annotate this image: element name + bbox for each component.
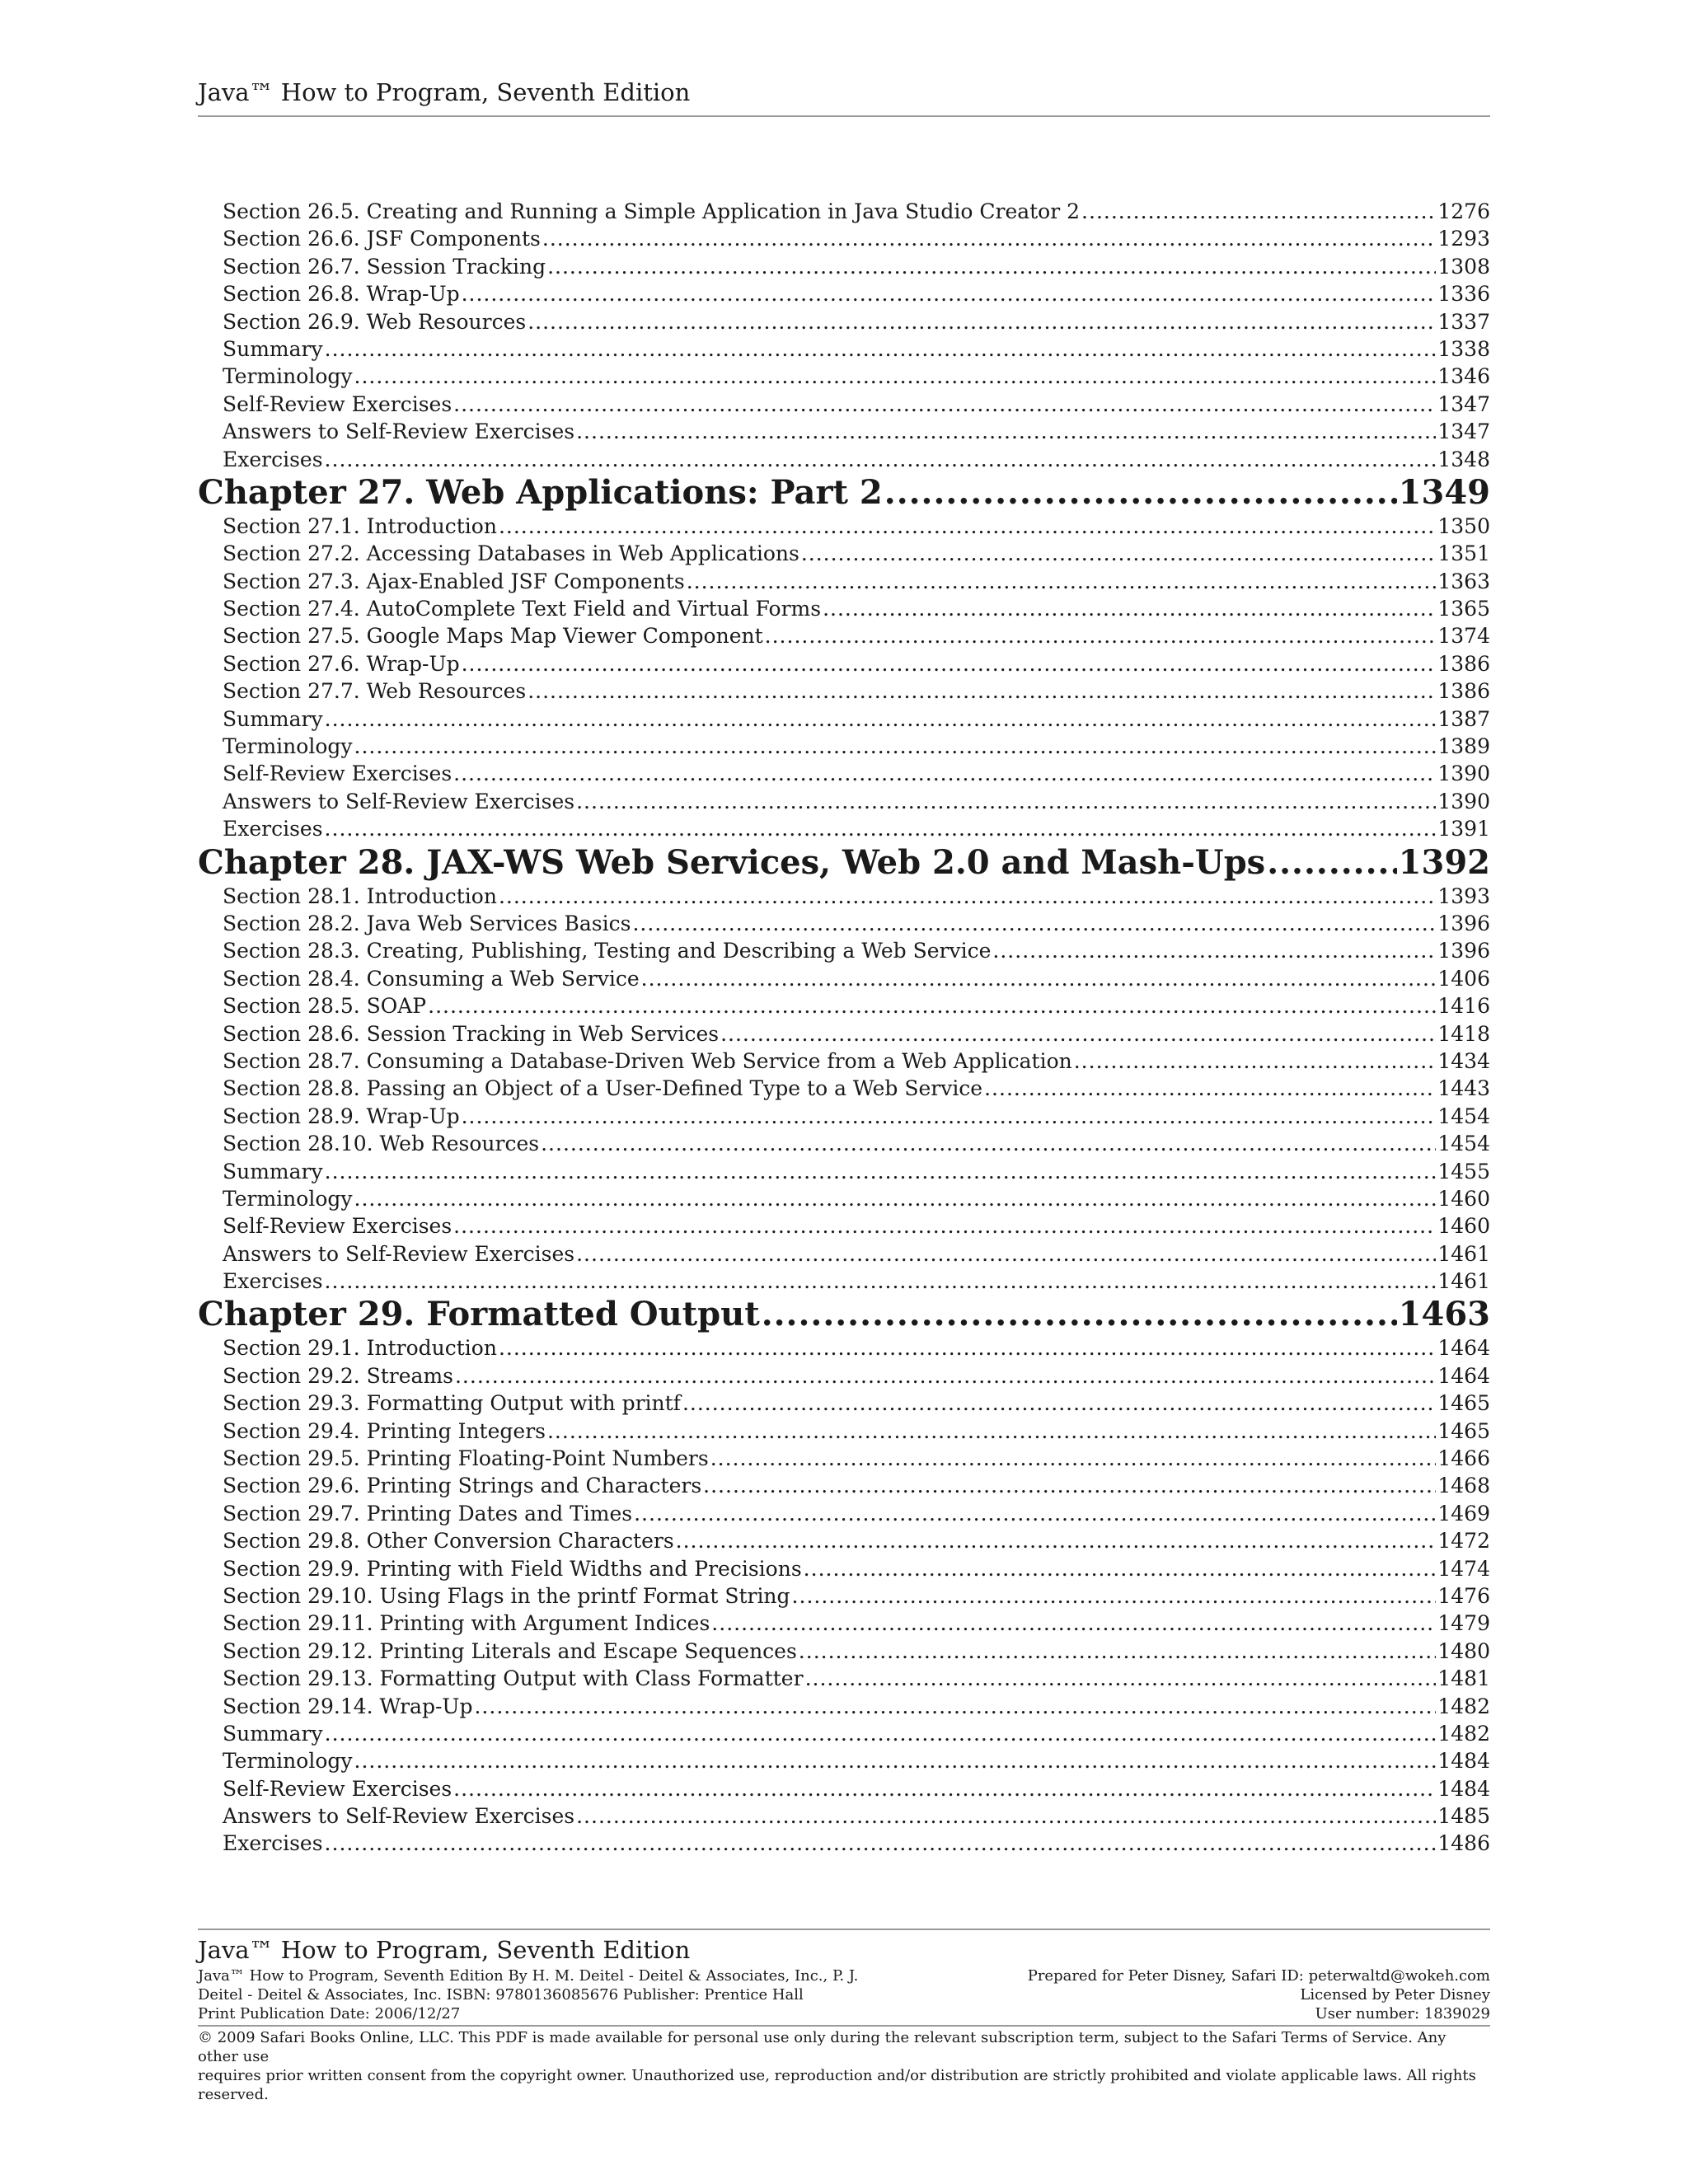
section-title: Section 27.1. Introduction (223, 513, 497, 538)
dot-leader (499, 1334, 1436, 1361)
dot-leader (453, 391, 1436, 418)
dot-leader (576, 1240, 1436, 1268)
page-number: 1337 (1437, 309, 1490, 334)
dot-leader (641, 965, 1437, 992)
copyright-line: requires prior written consent from the copyright owner. Unauthorized use, reproduction and/or distribution are strictly prohibited and violate applicable laws. All rights reserved. (198, 2067, 1476, 2103)
section-title: Section 29.4. Printing Integers (223, 1418, 546, 1443)
toc-section-entry[interactable] (198, 335, 1490, 363)
section-title: Self-Review Exercises (223, 762, 452, 786)
page-number: 1365 (1437, 597, 1490, 621)
section-title: Summary (223, 336, 323, 361)
page-number: 1482 (1437, 1721, 1490, 1746)
section-title: Section 28.10. Web Resources (223, 1132, 540, 1156)
dot-leader (805, 1665, 1437, 1692)
toc-section-entry[interactable] (198, 1418, 1490, 1445)
toc-section-entry[interactable] (198, 1240, 1490, 1268)
footer-left-line: Print Publication Date: 2006/12/27 (198, 2005, 461, 2022)
page-header (198, 76, 1490, 117)
page-number: 1387 (1437, 706, 1490, 731)
page-number: 1464 (1437, 1336, 1490, 1361)
toc-section-entry[interactable] (198, 815, 1490, 842)
dot-leader (1074, 1047, 1437, 1075)
dot-leader (325, 705, 1437, 733)
section-title: Section 29.5. Printing Floating-Point Numbers (223, 1446, 709, 1471)
section-title: Section 26.7. Session Tracking (223, 254, 546, 279)
toc-section-entry[interactable] (198, 391, 1490, 418)
page-number: 1443 (1437, 1076, 1490, 1101)
section-title: Summary (223, 706, 323, 731)
dot-leader (632, 910, 1436, 937)
dot-leader (453, 1775, 1436, 1802)
dot-leader (703, 1472, 1436, 1499)
toc-section-entry[interactable] (198, 1212, 1490, 1240)
page-number: 1347 (1437, 419, 1490, 444)
dot-leader (992, 937, 1436, 964)
dot-leader (325, 1268, 1437, 1295)
page-number: 1479 (1437, 1611, 1490, 1636)
page-number: 1460 (1437, 1214, 1490, 1239)
page-number: 1386 (1437, 651, 1490, 676)
page-number: 1484 (1437, 1776, 1490, 1801)
toc-section-entry[interactable] (198, 1527, 1490, 1554)
dot-leader (547, 253, 1436, 280)
page-number: 1461 (1437, 1241, 1490, 1266)
section-title: Section 26.9. Web Resources (223, 309, 527, 334)
toc-section-entry[interactable] (198, 1802, 1490, 1830)
section-title: Answers to Self-Review Exercises (223, 789, 575, 813)
toc-section-entry[interactable] (198, 733, 1490, 760)
page-number: 1469 (1437, 1501, 1490, 1526)
section-title: Summary (223, 1159, 323, 1183)
dot-leader (799, 1638, 1437, 1665)
toc-section-entry[interactable] (198, 513, 1490, 540)
toc-section-entry[interactable] (198, 910, 1490, 937)
dot-leader (325, 1158, 1437, 1185)
section-title: Self-Review Exercises (223, 391, 452, 416)
toc-section-entry[interactable] (198, 540, 1490, 567)
toc-section-entry[interactable] (198, 225, 1490, 252)
dot-leader (428, 992, 1436, 1019)
dot-leader (541, 1130, 1436, 1157)
section-title: Section 26.8. Wrap-Up (223, 282, 460, 307)
section-title: Exercises (223, 817, 323, 841)
dot-leader (804, 1555, 1437, 1582)
page-number: 1350 (1437, 513, 1490, 538)
dot-leader (801, 540, 1437, 567)
section-title: Section 28.5. SOAP (223, 994, 427, 1019)
toc-section-entry[interactable] (198, 788, 1490, 815)
section-title: Answers to Self-Review Exercises (223, 1804, 575, 1829)
dot-leader (682, 1390, 1436, 1417)
dot-leader (499, 883, 1436, 910)
section-title: Section 27.6. Wrap-Up (223, 651, 460, 676)
dot-leader (354, 733, 1437, 760)
toc-section-entry[interactable] (198, 705, 1490, 733)
page-number: 1308 (1437, 254, 1490, 279)
toc-section-entry[interactable] (198, 1693, 1490, 1720)
page-number: 1480 (1437, 1638, 1490, 1663)
footer-title: Java™ How to Program, Seventh Edition (198, 1936, 691, 1964)
dot-leader (325, 815, 1437, 842)
page-number: 1389 (1437, 734, 1490, 759)
section-title: Section 27.5. Google Maps Map Viewer Component (223, 624, 763, 649)
page-number: 1463 (1398, 1295, 1490, 1334)
page-number: 1363 (1437, 569, 1490, 593)
toc-section-entry[interactable] (198, 1830, 1490, 1857)
toc-section-entry[interactable] (198, 418, 1490, 445)
section-title: Section 29.11. Printing with Argument Indices (223, 1611, 710, 1636)
toc-section-entry[interactable] (198, 1334, 1490, 1361)
dot-leader (325, 1720, 1437, 1747)
page-number: 1454 (1437, 1104, 1490, 1128)
toc-section-entry[interactable] (198, 1185, 1490, 1212)
toc-section-entry[interactable] (198, 1638, 1490, 1665)
page-number: 1336 (1437, 282, 1490, 307)
dot-leader (792, 1582, 1437, 1610)
chapter-title: Chapter 29. Formatted Output (198, 1295, 760, 1334)
section-title: Section 27.4. AutoComplete Text Field and Virtual Forms (223, 597, 822, 621)
toc-section-entry[interactable] (198, 1390, 1490, 1417)
section-title: Section 26.5. Creating and Running a Simple Application in Java Studio Creator 2 (223, 199, 1081, 223)
section-title: Section 29.14. Wrap-Up (223, 1694, 473, 1718)
toc-section-entry[interactable] (198, 1158, 1490, 1185)
page-number: 1485 (1437, 1804, 1490, 1829)
toc-section-entry[interactable] (198, 308, 1490, 335)
dot-leader (984, 1075, 1436, 1102)
page-number: 1482 (1437, 1694, 1490, 1718)
section-title: Section 26.6. JSF Components (223, 227, 541, 251)
toc-section-entry[interactable] (198, 1555, 1490, 1582)
toc-section-entry[interactable] (198, 677, 1490, 705)
section-title: Section 28.9. Wrap-Up (223, 1104, 460, 1128)
section-title: Section 29.3. Formatting Output with printf (223, 1391, 681, 1416)
footer-license-info (1028, 1966, 1490, 2023)
toc-section-entry[interactable] (198, 568, 1490, 595)
dot-leader (547, 1418, 1436, 1445)
dot-leader (462, 1103, 1437, 1130)
section-title: Section 29.12. Printing Literals and Escape Sequences (223, 1638, 797, 1663)
section-title: Section 27.3. Ajax-Enabled JSF Components (223, 569, 685, 593)
toc-section-entry[interactable] (198, 650, 1490, 677)
dot-leader (884, 473, 1397, 513)
footer-left-line: Java™ How to Program, Seventh Edition By H. M. Deitel - Deitel & Associates, Inc., P. J. (198, 1967, 859, 1985)
page-number: 1461 (1437, 1269, 1490, 1294)
footer-meta (198, 1966, 1490, 2023)
dot-leader (354, 1185, 1437, 1212)
page-number: 1466 (1437, 1446, 1490, 1471)
page-number: 1416 (1437, 994, 1490, 1019)
page-number: 1465 (1437, 1391, 1490, 1416)
toc-section-entry[interactable] (198, 363, 1490, 390)
toc-section-entry[interactable] (198, 1047, 1490, 1075)
page-number: 1481 (1437, 1666, 1490, 1691)
chapter-title: Chapter 28. JAX-WS Web Services, Web 2.0 and Mash-Ups (198, 842, 1266, 882)
section-title: Section 29.7. Printing Dates and Times (223, 1501, 633, 1526)
section-title: Self-Review Exercises (223, 1214, 452, 1239)
toc-section-entry[interactable] (198, 883, 1490, 910)
section-title: Section 29.8. Other Conversion Characters (223, 1529, 674, 1554)
page-number: 1464 (1437, 1363, 1490, 1388)
page-number: 1338 (1437, 336, 1490, 361)
section-title: Section 28.3. Creating, Publishing, Testing and Describing a Web Service (223, 939, 992, 963)
section-title: Section 29.10. Using Flags in the printf Format String (223, 1583, 790, 1608)
dot-leader (325, 335, 1437, 363)
section-title: Terminology (223, 1749, 353, 1774)
page-number: 1351 (1437, 541, 1490, 566)
toc-section-entry[interactable] (198, 1020, 1490, 1047)
page-number: 1392 (1398, 842, 1490, 882)
toc-section-entry[interactable] (198, 760, 1490, 787)
dot-leader (354, 363, 1437, 390)
section-title: Section 29.2. Streams (223, 1363, 453, 1388)
dot-leader (462, 650, 1437, 677)
toc-section-entry[interactable] (198, 1268, 1490, 1295)
page-number: 1434 (1437, 1048, 1490, 1073)
toc-section-entry[interactable] (198, 1610, 1490, 1637)
dot-leader (634, 1500, 1436, 1527)
dot-leader (765, 622, 1437, 649)
page-number: 1460 (1437, 1186, 1490, 1211)
page-number: 1455 (1437, 1159, 1490, 1183)
dot-leader (711, 1610, 1436, 1637)
dot-leader (325, 446, 1437, 473)
dot-leader (325, 1830, 1437, 1857)
page-number: 1484 (1437, 1749, 1490, 1774)
toc-section-entry[interactable] (198, 198, 1490, 225)
page-number: 1396 (1437, 939, 1490, 963)
toc-section-entry[interactable] (198, 595, 1490, 622)
section-title: Section 28.7. Consuming a Database-Driven Web Service from a Web Application (223, 1048, 1072, 1073)
page-number: 1349 (1398, 472, 1490, 512)
page-number: 1393 (1437, 883, 1490, 908)
dot-leader (720, 1020, 1436, 1047)
page-number: 1468 (1437, 1474, 1490, 1498)
dot-leader (354, 1747, 1437, 1774)
page-number: 1374 (1437, 624, 1490, 649)
dot-leader (528, 677, 1436, 705)
dot-leader (576, 788, 1436, 815)
toc-section-entry[interactable] (198, 1665, 1490, 1692)
dot-leader (499, 513, 1436, 540)
section-title: Exercises (223, 447, 323, 471)
section-title: Section 27.7. Web Resources (223, 679, 527, 704)
dot-leader (462, 280, 1437, 307)
toc-section-entry[interactable] (198, 1720, 1490, 1747)
dot-leader (823, 595, 1436, 622)
dot-leader (453, 760, 1436, 787)
table-of-contents (198, 198, 1490, 1858)
dot-leader (542, 225, 1436, 252)
dot-leader (455, 1362, 1436, 1390)
toc-section-entry[interactable] (198, 1103, 1490, 1130)
section-title: Section 29.13. Formatting Output with Class Formatter (223, 1666, 804, 1691)
toc-section-entry[interactable] (198, 937, 1490, 964)
footer-right-line: User number: 1839029 (1315, 2005, 1490, 2022)
dot-leader (676, 1527, 1437, 1554)
section-title: Section 29.1. Introduction (223, 1336, 497, 1361)
section-title: Section 29.6. Printing Strings and Characters (223, 1474, 702, 1498)
toc-section-entry[interactable] (198, 622, 1490, 649)
dot-leader (1081, 198, 1436, 225)
page-number: 1396 (1437, 911, 1490, 935)
toc-section-entry[interactable] (198, 1472, 1490, 1499)
page-number: 1472 (1437, 1529, 1490, 1554)
toc-section-entry[interactable] (198, 1362, 1490, 1390)
toc-section-entry[interactable] (198, 965, 1490, 992)
section-title: Terminology (223, 364, 353, 389)
page-number: 1454 (1437, 1132, 1490, 1156)
page-number: 1465 (1437, 1418, 1490, 1443)
toc-section-entry[interactable] (198, 1075, 1490, 1102)
section-title: Section 28.1. Introduction (223, 883, 497, 908)
toc-chapter-entry[interactable] (198, 1295, 1490, 1334)
page-number: 1293 (1437, 227, 1490, 251)
section-title: Answers to Self-Review Exercises (223, 419, 575, 444)
section-title: Exercises (223, 1831, 323, 1856)
section-title: Self-Review Exercises (223, 1776, 452, 1801)
toc-section-entry[interactable] (198, 446, 1490, 473)
chapter-title: Chapter 27. Web Applications: Part 2 (198, 472, 883, 512)
page-footer (198, 1929, 1490, 2104)
toc-section-entry[interactable] (198, 1445, 1490, 1472)
section-title: Terminology (223, 734, 353, 759)
toc-section-entry[interactable] (198, 1582, 1490, 1610)
dot-leader (762, 1295, 1397, 1334)
toc-section-entry[interactable] (198, 1130, 1490, 1157)
toc-section-entry[interactable] (198, 1747, 1490, 1774)
header-title: Java™ How to Program, Seventh Edition (198, 78, 691, 106)
footer-left-line: Deitel - Deitel & Associates, Inc. ISBN: 9780136085676 Publisher: Prentice Hall (198, 1986, 804, 2004)
toc-section-entry[interactable] (198, 1500, 1490, 1527)
section-title: Exercises (223, 1269, 323, 1294)
section-title: Section 28.2. Java Web Services Basics (223, 911, 631, 935)
page-number: 1348 (1437, 447, 1490, 471)
page-number: 1486 (1437, 1831, 1490, 1856)
toc-section-entry[interactable] (198, 253, 1490, 280)
section-title: Section 28.8. Passing an Object of a User-Defined Type to a Web Service (223, 1076, 983, 1101)
toc-chapter-entry[interactable] (198, 473, 1490, 513)
page-number: 1391 (1437, 817, 1490, 841)
page-number: 1347 (1437, 391, 1490, 416)
footer-publication-info (198, 1966, 858, 2023)
page-number: 1406 (1437, 966, 1490, 991)
dot-leader (474, 1693, 1436, 1720)
page-number: 1276 (1437, 199, 1490, 223)
page-number: 1390 (1437, 789, 1490, 813)
section-title: Section 27.2. Accessing Databases in Web Applications (223, 541, 799, 566)
toc-section-entry[interactable] (198, 992, 1490, 1019)
dot-leader (528, 308, 1436, 335)
dot-leader (1267, 843, 1396, 883)
section-title: Terminology (223, 1186, 353, 1211)
dot-leader (687, 568, 1437, 595)
section-title: Answers to Self-Review Exercises (223, 1241, 575, 1266)
toc-section-entry[interactable] (198, 280, 1490, 307)
section-title: Section 28.6. Session Tracking in Web Services (223, 1021, 720, 1046)
dot-leader (576, 418, 1436, 445)
page-number: 1390 (1437, 762, 1490, 786)
dot-leader (453, 1212, 1436, 1240)
section-title: Summary (223, 1721, 323, 1746)
toc-section-entry[interactable] (198, 1775, 1490, 1802)
page-number: 1418 (1437, 1021, 1490, 1046)
page-number: 1386 (1437, 679, 1490, 704)
section-title: Section 29.9. Printing with Field Widths and Precisions (223, 1556, 802, 1581)
footer-right-line: Licensed by Peter Disney (1300, 1986, 1490, 2004)
footer-copyright (198, 2025, 1490, 2104)
page-number: 1474 (1437, 1556, 1490, 1581)
copyright-line: © 2009 Safari Books Online, LLC. This PDF is made available for personal use only during the relevant subscription term, subject to the Safari Terms of Service. Any other use (198, 2029, 1447, 2065)
section-title: Section 28.4. Consuming a Web Service (223, 966, 640, 991)
page-number: 1346 (1437, 364, 1490, 389)
toc-chapter-entry[interactable] (198, 843, 1490, 883)
footer-right-line: Prepared for Peter Disney, Safari ID: peterwaltd@wokeh.com (1027, 1967, 1490, 1985)
dot-leader (576, 1802, 1436, 1830)
dot-leader (710, 1445, 1437, 1472)
page-number: 1476 (1437, 1583, 1490, 1608)
